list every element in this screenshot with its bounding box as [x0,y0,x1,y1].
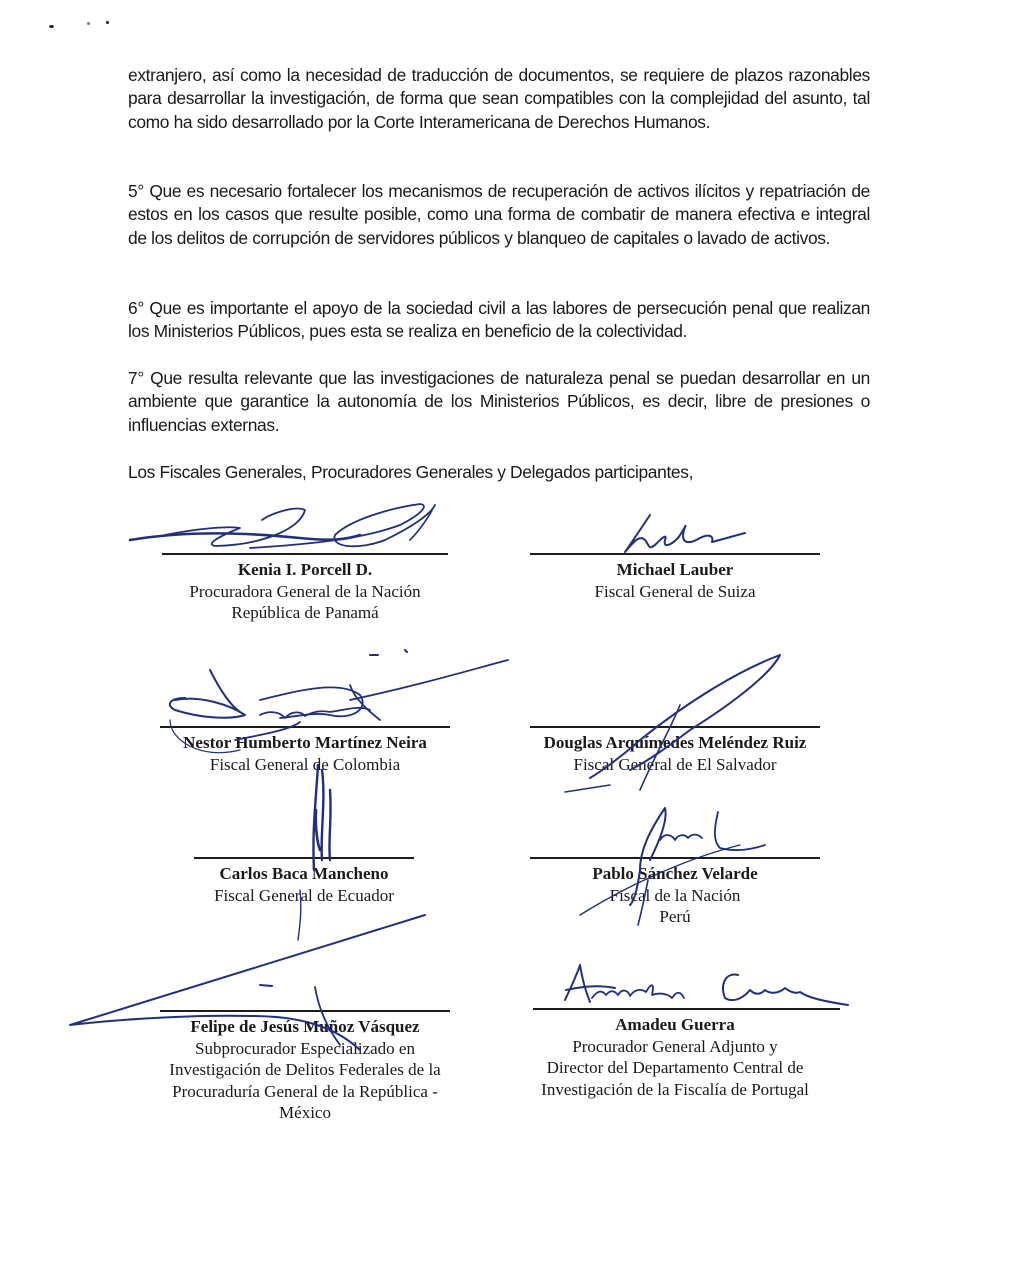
scan-speck [49,25,54,28]
signatory-role: Investigación de la Fiscalía de Portugal [541,1079,809,1099]
signatory-role: República de Panamá [231,603,379,622]
signatory-role: México [279,1103,331,1122]
signatory-role: Fiscal General de Suiza [594,581,756,601]
scan-speck [87,22,90,25]
signatory-name: Douglas Arquímedes Meléndez Ruiz [543,733,807,752]
paragraph-5: 5° Que es necesario fortalecer los mecanismos de recuperación de activos ilícitos y repatriación de estos en los casos que resulte posible, como una forma de combatir de manera efectiva e integral de los delitos de corrupción de servidores públicos y blanqueo de capitales o lavado de activos. [128,181,870,248]
signature-porcell [130,504,435,548]
signatory-name: Kenia I. Porcell D. [237,560,373,579]
signatory-name: Michael Lauber [616,560,734,579]
signatory-role: Fiscal General de Ecuador [214,885,394,905]
scan-speck [106,21,109,24]
signatory-suiza [530,553,820,602]
signatory-name: Felipe de Jesús Muñoz Vásquez [190,1017,420,1036]
signatory-role: Procurador General Adjunto y [572,1036,778,1056]
signatory-peru [530,857,820,928]
signature-line [160,726,450,728]
signatory-role: Fiscal General de El Salvador [573,754,777,774]
signature-line [162,553,448,555]
paragraph-7: 7° Que resulta relevante que las investigaciones de naturaleza penal se puedan desarrollar en un ambiente que garantice la autonomía de los Ministerios Públicos, es decir, libre de presiones o influencias externas. [128,368,870,435]
signature-line [194,857,414,859]
signatory-ecuador [194,857,414,906]
signature-baca [298,765,331,940]
signature-line [530,553,820,555]
signature-guerra [565,965,848,1005]
signatory-role: Perú [659,907,691,926]
signature-line [160,1010,450,1012]
signatory-role: Procuradora General de la Nación [189,581,421,601]
signatory-name: Pablo Sánchez Velarde [592,864,758,883]
signatory-role: Fiscal de la Nación [609,885,741,905]
paragraph-6: 6° Que es importante el apoyo de la sociedad civil a las labores de persecución penal que realizan los Ministerios Públicos, pues esta se realiza en beneficio de la colectividad. [128,298,870,342]
signatory-role: Subprocurador Especializado en [195,1038,415,1058]
paragraph-continuation: extranjero, así como la necesidad de traducción de documentos, se requiere de plazos razonables para desarrollar la investigación, de forma que sean compatibles con la complejidad del asunto, tal como ha sido desarrollado por la Corte Interamericana de Derechos Humanos. [128,65,870,132]
signatory-el-salvador [530,726,820,775]
signatory-name: Amadeu Guerra [615,1015,735,1034]
signature-line [530,726,820,728]
signatory-colombia [160,726,450,775]
signatory-portugal [515,1008,835,1100]
signatory-role: Fiscal General de Colombia [209,754,401,774]
closing-line: Los Fiscales Generales, Procuradores Generales y Delegados participantes, [128,462,694,482]
signatory-panama [162,553,448,624]
signatory-role: Director del Departamento Central de [546,1058,804,1077]
signatory-role: Procuraduría General de la República - [172,1081,438,1101]
signature-lauber [625,515,745,552]
signatory-role: Investigación de Delitos Federales de la [169,1060,441,1079]
signature-line [533,1008,840,1010]
signatory-name: Carlos Baca Mancheno [219,864,389,883]
signatory-mexico [140,1010,470,1124]
signature-line [530,857,820,859]
signatory-name: Nestor Humberto Martínez Neira [183,733,427,752]
